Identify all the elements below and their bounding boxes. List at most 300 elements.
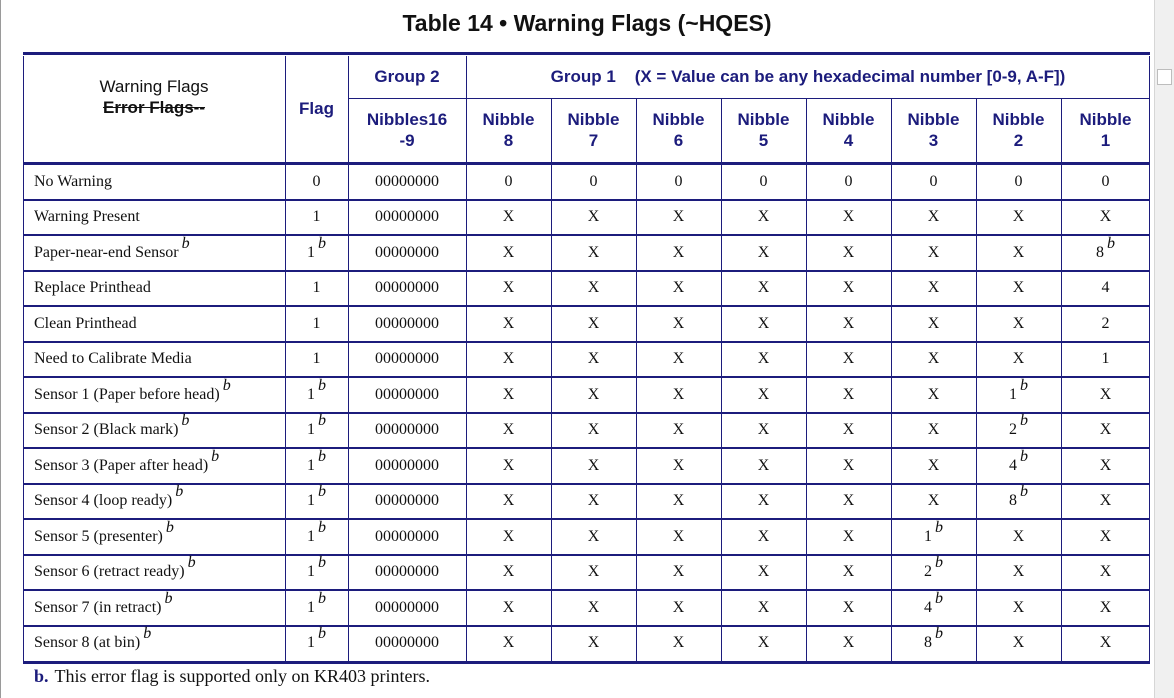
nibble-value: 2	[1101, 314, 1110, 332]
nibble-cell	[976, 484, 1061, 520]
nibble-value: 00000000	[375, 208, 439, 226]
header-nibble-number: 5	[758, 131, 769, 150]
table-row-flag	[285, 555, 348, 591]
footnote-marker: b	[318, 518, 326, 536]
nibble-value: X	[502, 456, 515, 474]
header-nibble-label: Nibble	[822, 109, 875, 129]
nibble-value: X	[757, 208, 770, 226]
nibble-cell	[466, 164, 551, 200]
nibble-cell	[348, 200, 466, 236]
nibble-value: 0	[844, 172, 853, 190]
nibble-value: X	[587, 634, 600, 652]
nibble-value: X	[842, 385, 855, 403]
table-row-label	[23, 484, 285, 520]
footnote-marker: b	[318, 412, 326, 430]
row-label-text: Sensor 4 (loop ready)	[34, 492, 173, 510]
nibble-cell	[1061, 484, 1150, 520]
footnote-marker: b	[1107, 234, 1115, 252]
flag-value: 1	[307, 243, 315, 261]
nibble-value: 00000000	[375, 527, 439, 545]
footnote-marker: b	[935, 518, 943, 536]
nibble-value: X	[927, 492, 940, 510]
nibble-cell	[806, 555, 891, 591]
nibble-cell	[721, 164, 806, 200]
nibble-value: X	[672, 421, 685, 439]
nibble-cell	[1061, 200, 1150, 236]
footnote-marker: b	[318, 234, 326, 252]
nibble-cell	[976, 164, 1061, 200]
nibble-value: X	[757, 314, 770, 332]
row-label-text: Sensor 2 (Black mark)	[34, 421, 179, 439]
nibble-cell	[466, 590, 551, 626]
nibble-cell	[348, 590, 466, 626]
flag-value: 1	[307, 527, 315, 545]
nibble-cell	[636, 271, 721, 307]
nibble-value: X	[842, 279, 855, 297]
nibble-value: X	[842, 350, 855, 368]
nibble-cell	[466, 519, 551, 555]
nibble-value: X	[842, 456, 855, 474]
nibble-value: X	[502, 208, 515, 226]
nibble-value: X	[672, 492, 685, 510]
header-nibble-number: 8	[503, 131, 514, 150]
nibble-cell	[891, 448, 976, 484]
nibble-value: X	[927, 421, 940, 439]
nibble-value: 00000000	[375, 563, 439, 581]
header-nibble	[891, 98, 976, 162]
nibble-value: X	[672, 350, 685, 368]
nibble-value: 8	[1009, 492, 1017, 510]
nibble-cell	[1061, 342, 1150, 378]
header-nibble-number: 4	[843, 131, 854, 150]
nibble-value: X	[1099, 421, 1112, 439]
nibble-value: 00000000	[375, 421, 439, 439]
nibble-value: X	[1012, 598, 1025, 616]
nibble-value: X	[927, 314, 940, 332]
nibble-value: X	[1099, 492, 1112, 510]
nibble-value: X	[1012, 243, 1025, 261]
footnote-marker: b	[165, 518, 174, 536]
nibble-cell	[466, 448, 551, 484]
footnote-marker: b	[318, 483, 326, 501]
table-row-flag	[285, 626, 348, 662]
nibble-cell	[551, 590, 636, 626]
nibble-value: X	[842, 208, 855, 226]
table-row-label	[23, 271, 285, 307]
table-top-rule	[23, 52, 1150, 55]
nibble-cell	[1061, 377, 1150, 413]
nibble-cell	[721, 484, 806, 520]
row-label-text: Replace Printhead	[34, 279, 151, 297]
table-row-flag	[285, 235, 348, 271]
nibble-value: X	[672, 314, 685, 332]
nibble-value: X	[842, 492, 855, 510]
nibble-value: 00000000	[375, 385, 439, 403]
nibble-value: 00000000	[375, 634, 439, 652]
nibble-cell	[806, 448, 891, 484]
nibble-value: X	[587, 563, 600, 581]
nibble-cell	[1061, 626, 1150, 662]
footnote-marker: b	[935, 625, 943, 643]
nibble-cell	[976, 448, 1061, 484]
nibble-value: X	[757, 527, 770, 545]
nibble-cell	[348, 484, 466, 520]
nibble-value: 0	[1014, 172, 1023, 190]
table-row-label	[23, 306, 285, 342]
footnote-marker: b	[318, 447, 326, 465]
footnote-marker: b	[187, 554, 196, 572]
nibble-cell	[976, 235, 1061, 271]
nibble-cell	[891, 555, 976, 591]
row-label-text: Sensor 7 (in retract)	[34, 598, 162, 616]
nibble-cell	[551, 626, 636, 662]
table-row-flag	[285, 590, 348, 626]
nibble-cell	[466, 484, 551, 520]
table-footnote	[34, 666, 430, 687]
table-row-flag	[285, 519, 348, 555]
nibble-value: 00000000	[375, 243, 439, 261]
table-row-label	[23, 164, 285, 200]
nibble-cell	[891, 271, 976, 307]
row-label-text: Warning Present	[34, 208, 140, 226]
nibble-cell	[806, 413, 891, 449]
nibble-value: X	[842, 527, 855, 545]
nibble-cell	[721, 377, 806, 413]
nibble-value: X	[927, 350, 940, 368]
nibble-value: X	[672, 279, 685, 297]
nibble-cell	[348, 413, 466, 449]
table-row-label	[23, 626, 285, 662]
nibble-cell	[806, 484, 891, 520]
header-nibble	[636, 98, 721, 162]
nibble-cell	[1061, 164, 1150, 200]
nibble-value: X	[502, 421, 515, 439]
nibble-value: X	[927, 456, 940, 474]
nibble-value: 4	[924, 598, 932, 616]
nibble-cell	[466, 271, 551, 307]
header-group-1	[466, 56, 1150, 98]
nibble-value: 0	[929, 172, 938, 190]
nibble-value: X	[1099, 527, 1112, 545]
nibble-cell	[721, 235, 806, 271]
flag-value: 1	[307, 385, 315, 403]
nibble-cell	[891, 413, 976, 449]
nibble-cell	[466, 235, 551, 271]
nibble-value: 4	[1101, 279, 1110, 297]
nibble-value: 00000000	[375, 456, 439, 474]
nibble-cell	[806, 200, 891, 236]
nibble-cell	[551, 235, 636, 271]
nibble-value: X	[672, 563, 685, 581]
nibble-cell	[551, 306, 636, 342]
header-nibble-label: Nibble	[1079, 109, 1132, 129]
nibble-cell	[891, 484, 976, 520]
nibble-cell	[1061, 413, 1150, 449]
nibble-value: 00000000	[375, 492, 439, 510]
nibble-value: X	[842, 563, 855, 581]
nibble-value: X	[757, 421, 770, 439]
nibble-value: X	[927, 243, 940, 261]
nibble-cell	[976, 377, 1061, 413]
nibble-value: X	[1012, 279, 1025, 297]
nibble-value: X	[502, 598, 515, 616]
nibble-value: X	[757, 456, 770, 474]
flag-value: 1	[307, 421, 315, 439]
nibble-value: 0	[674, 172, 683, 190]
header-nibble-label: Nibble	[567, 109, 620, 129]
nibble-cell	[976, 626, 1061, 662]
nibble-cell	[466, 342, 551, 378]
nibble-cell	[551, 271, 636, 307]
nibble-cell	[551, 413, 636, 449]
scrollbar-thumb[interactable]	[1157, 69, 1172, 85]
nibble-cell	[806, 626, 891, 662]
nibble-cell	[721, 413, 806, 449]
nibble-cell	[636, 342, 721, 378]
header-nibble-number: 3	[928, 131, 939, 150]
table-row-label	[23, 235, 285, 271]
nibble-cell	[348, 164, 466, 200]
nibble-cell	[348, 342, 466, 378]
header-flag-label: Flag	[299, 99, 334, 119]
nibble-cell	[348, 235, 466, 271]
header-nibble-label: Nibble	[652, 109, 705, 129]
table-row-label	[23, 519, 285, 555]
nibble-cell	[636, 413, 721, 449]
nibble-cell	[1061, 448, 1150, 484]
nibble-cell	[551, 555, 636, 591]
nibble-cell	[348, 271, 466, 307]
nibble-value: X	[1099, 598, 1112, 616]
header-nibble	[1061, 98, 1150, 162]
header-nibble-label: Nibble	[737, 109, 790, 129]
flag-value: 1	[307, 634, 315, 652]
table-row-label	[23, 200, 285, 236]
nibble-cell	[1061, 271, 1150, 307]
nibble-cell	[806, 271, 891, 307]
nibble-cell	[891, 200, 976, 236]
row-label-text: Sensor 3 (Paper after head)	[34, 456, 209, 474]
footnote-marker: b	[222, 376, 231, 394]
nibble-cell	[806, 342, 891, 378]
table-row-label	[23, 590, 285, 626]
footnote-marker: b	[181, 234, 190, 252]
nibble-cell	[636, 484, 721, 520]
header-nibble-number: 6	[673, 131, 684, 150]
footnote-marker: b	[935, 589, 943, 607]
nibble-value: X	[587, 598, 600, 616]
nibble-value: X	[1099, 634, 1112, 652]
nibble-cell	[806, 377, 891, 413]
nibble-value: X	[1012, 634, 1025, 652]
nibble-cell	[348, 626, 466, 662]
table-bottom-rule	[23, 661, 1150, 664]
nibble-cell	[551, 342, 636, 378]
nibble-value: X	[502, 243, 515, 261]
nibble-cell	[466, 306, 551, 342]
nibble-cell	[636, 306, 721, 342]
nibble-value: X	[757, 350, 770, 368]
flag-value: 1	[312, 279, 321, 297]
nibble-value: X	[842, 243, 855, 261]
table-row-label	[23, 448, 285, 484]
header-flag	[285, 56, 348, 162]
header-group-2-label: Group 2	[374, 67, 440, 87]
nibble-cell	[551, 484, 636, 520]
table-row-flag	[285, 484, 348, 520]
nibble-value: X	[927, 279, 940, 297]
nibble-cell	[976, 306, 1061, 342]
table-row-flag	[285, 271, 348, 307]
nibble-value: X	[757, 385, 770, 403]
footnote-marker: b	[935, 554, 943, 572]
nibble-value: X	[757, 634, 770, 652]
nibble-cell	[976, 590, 1061, 626]
nibble-value: X	[842, 634, 855, 652]
nibble-value: 2	[1009, 421, 1017, 439]
nibble-value: X	[502, 279, 515, 297]
nibble-cell	[636, 555, 721, 591]
nibble-value: 1	[1101, 350, 1110, 368]
header-nibble-number: 1	[1100, 131, 1111, 150]
nibble-value: 0	[589, 172, 598, 190]
nibble-cell	[891, 342, 976, 378]
vertical-scrollbar[interactable]	[1154, 0, 1174, 698]
footnote-marker: b	[175, 483, 184, 501]
nibble-value: X	[502, 527, 515, 545]
nibble-cell	[466, 626, 551, 662]
nibble-cell	[636, 377, 721, 413]
footnote-marker: b	[318, 554, 326, 572]
nibble-cell	[721, 306, 806, 342]
footnote-marker: b	[1020, 447, 1028, 465]
nibble-value: 2	[924, 563, 932, 581]
flag-value: 0	[312, 172, 321, 190]
nibble-cell	[636, 448, 721, 484]
nibble-cell	[1061, 306, 1150, 342]
nibble-cell	[721, 271, 806, 307]
nibble-value: X	[1012, 208, 1025, 226]
row-label-text: No Warning	[34, 172, 112, 190]
nibble-value: X	[1099, 208, 1112, 226]
row-label-text: Sensor 1 (Paper before head)	[34, 385, 220, 403]
nibble-value: X	[502, 563, 515, 581]
header-nibble-number: -9	[399, 131, 415, 150]
nibble-cell	[891, 164, 976, 200]
nibble-value: X	[757, 279, 770, 297]
nibble-value: X	[502, 492, 515, 510]
header-nibble-number: 7	[588, 131, 599, 150]
header-warning-flags	[23, 56, 285, 138]
footnote-marker: b	[1020, 412, 1028, 430]
nibble-value: X	[1099, 456, 1112, 474]
header-group-2	[348, 56, 466, 98]
nibble-value: 00000000	[375, 350, 439, 368]
flag-value: 1	[312, 208, 321, 226]
flag-value: 1	[312, 350, 321, 368]
nibble-value: X	[672, 208, 685, 226]
row-label-text: Clean Printhead	[34, 314, 137, 332]
header-nibble-label: Nibble	[907, 109, 960, 129]
table-row-flag	[285, 342, 348, 378]
nibble-value: 0	[504, 172, 513, 190]
nibble-value: X	[757, 243, 770, 261]
header-nibble	[348, 98, 466, 162]
nibble-value: X	[927, 385, 940, 403]
nibble-cell	[806, 235, 891, 271]
nibble-value: X	[757, 492, 770, 510]
footnote-marker: b	[211, 447, 220, 465]
nibble-value: 8	[924, 634, 932, 652]
nibble-cell	[1061, 555, 1150, 591]
footnote-marker: b	[1020, 483, 1028, 501]
table-row-label	[23, 413, 285, 449]
header-nibble	[976, 98, 1061, 162]
table-row-label	[23, 377, 285, 413]
header-nibble-label: Nibble	[482, 109, 535, 129]
nibble-cell	[721, 590, 806, 626]
nibble-value: X	[587, 314, 600, 332]
nibble-cell	[891, 626, 976, 662]
nibble-cell	[636, 200, 721, 236]
nibble-cell	[636, 590, 721, 626]
nibble-cell	[891, 306, 976, 342]
nibble-value: X	[757, 598, 770, 616]
footnote-marker: b	[318, 376, 326, 394]
nibble-cell	[636, 519, 721, 555]
nibble-cell	[348, 306, 466, 342]
nibble-cell	[466, 200, 551, 236]
nibble-value: 00000000	[375, 598, 439, 616]
header-nibble-label: Nibbles16	[366, 109, 448, 129]
nibble-cell	[348, 377, 466, 413]
page-left-edge	[0, 0, 1, 698]
flag-value: 1	[312, 314, 321, 332]
nibble-cell	[806, 306, 891, 342]
nibble-value: X	[587, 456, 600, 474]
nibble-cell	[891, 590, 976, 626]
nibble-cell	[636, 626, 721, 662]
nibble-value: X	[587, 208, 600, 226]
nibble-value: X	[672, 598, 685, 616]
nibble-value: 1	[1009, 385, 1017, 403]
nibble-cell	[348, 555, 466, 591]
table-row-flag	[285, 306, 348, 342]
nibble-value: 00000000	[375, 279, 439, 297]
nibble-value: X	[1099, 563, 1112, 581]
header-group-1-label: Group 1 (X = Value can be any hexadecimal number [0-9, A-F])	[550, 67, 1066, 87]
nibble-cell	[976, 342, 1061, 378]
nibble-value: 4	[1009, 456, 1017, 474]
row-label-text: Sensor 8 (at bin)	[34, 634, 141, 652]
nibble-cell	[466, 555, 551, 591]
nibble-cell	[466, 377, 551, 413]
nibble-cell	[721, 626, 806, 662]
nibble-cell	[806, 590, 891, 626]
footnote-marker: b	[181, 412, 190, 430]
nibble-value: X	[842, 314, 855, 332]
nibble-cell	[551, 377, 636, 413]
flag-value: 1	[307, 456, 315, 474]
nibble-cell	[891, 377, 976, 413]
nibble-cell	[636, 164, 721, 200]
nibble-cell	[466, 413, 551, 449]
nibble-value: X	[1099, 385, 1112, 403]
nibble-value: X	[502, 634, 515, 652]
row-label-text: Sensor 6 (retract ready)	[34, 563, 185, 581]
nibble-value: X	[1012, 563, 1025, 581]
nibble-cell	[891, 519, 976, 555]
